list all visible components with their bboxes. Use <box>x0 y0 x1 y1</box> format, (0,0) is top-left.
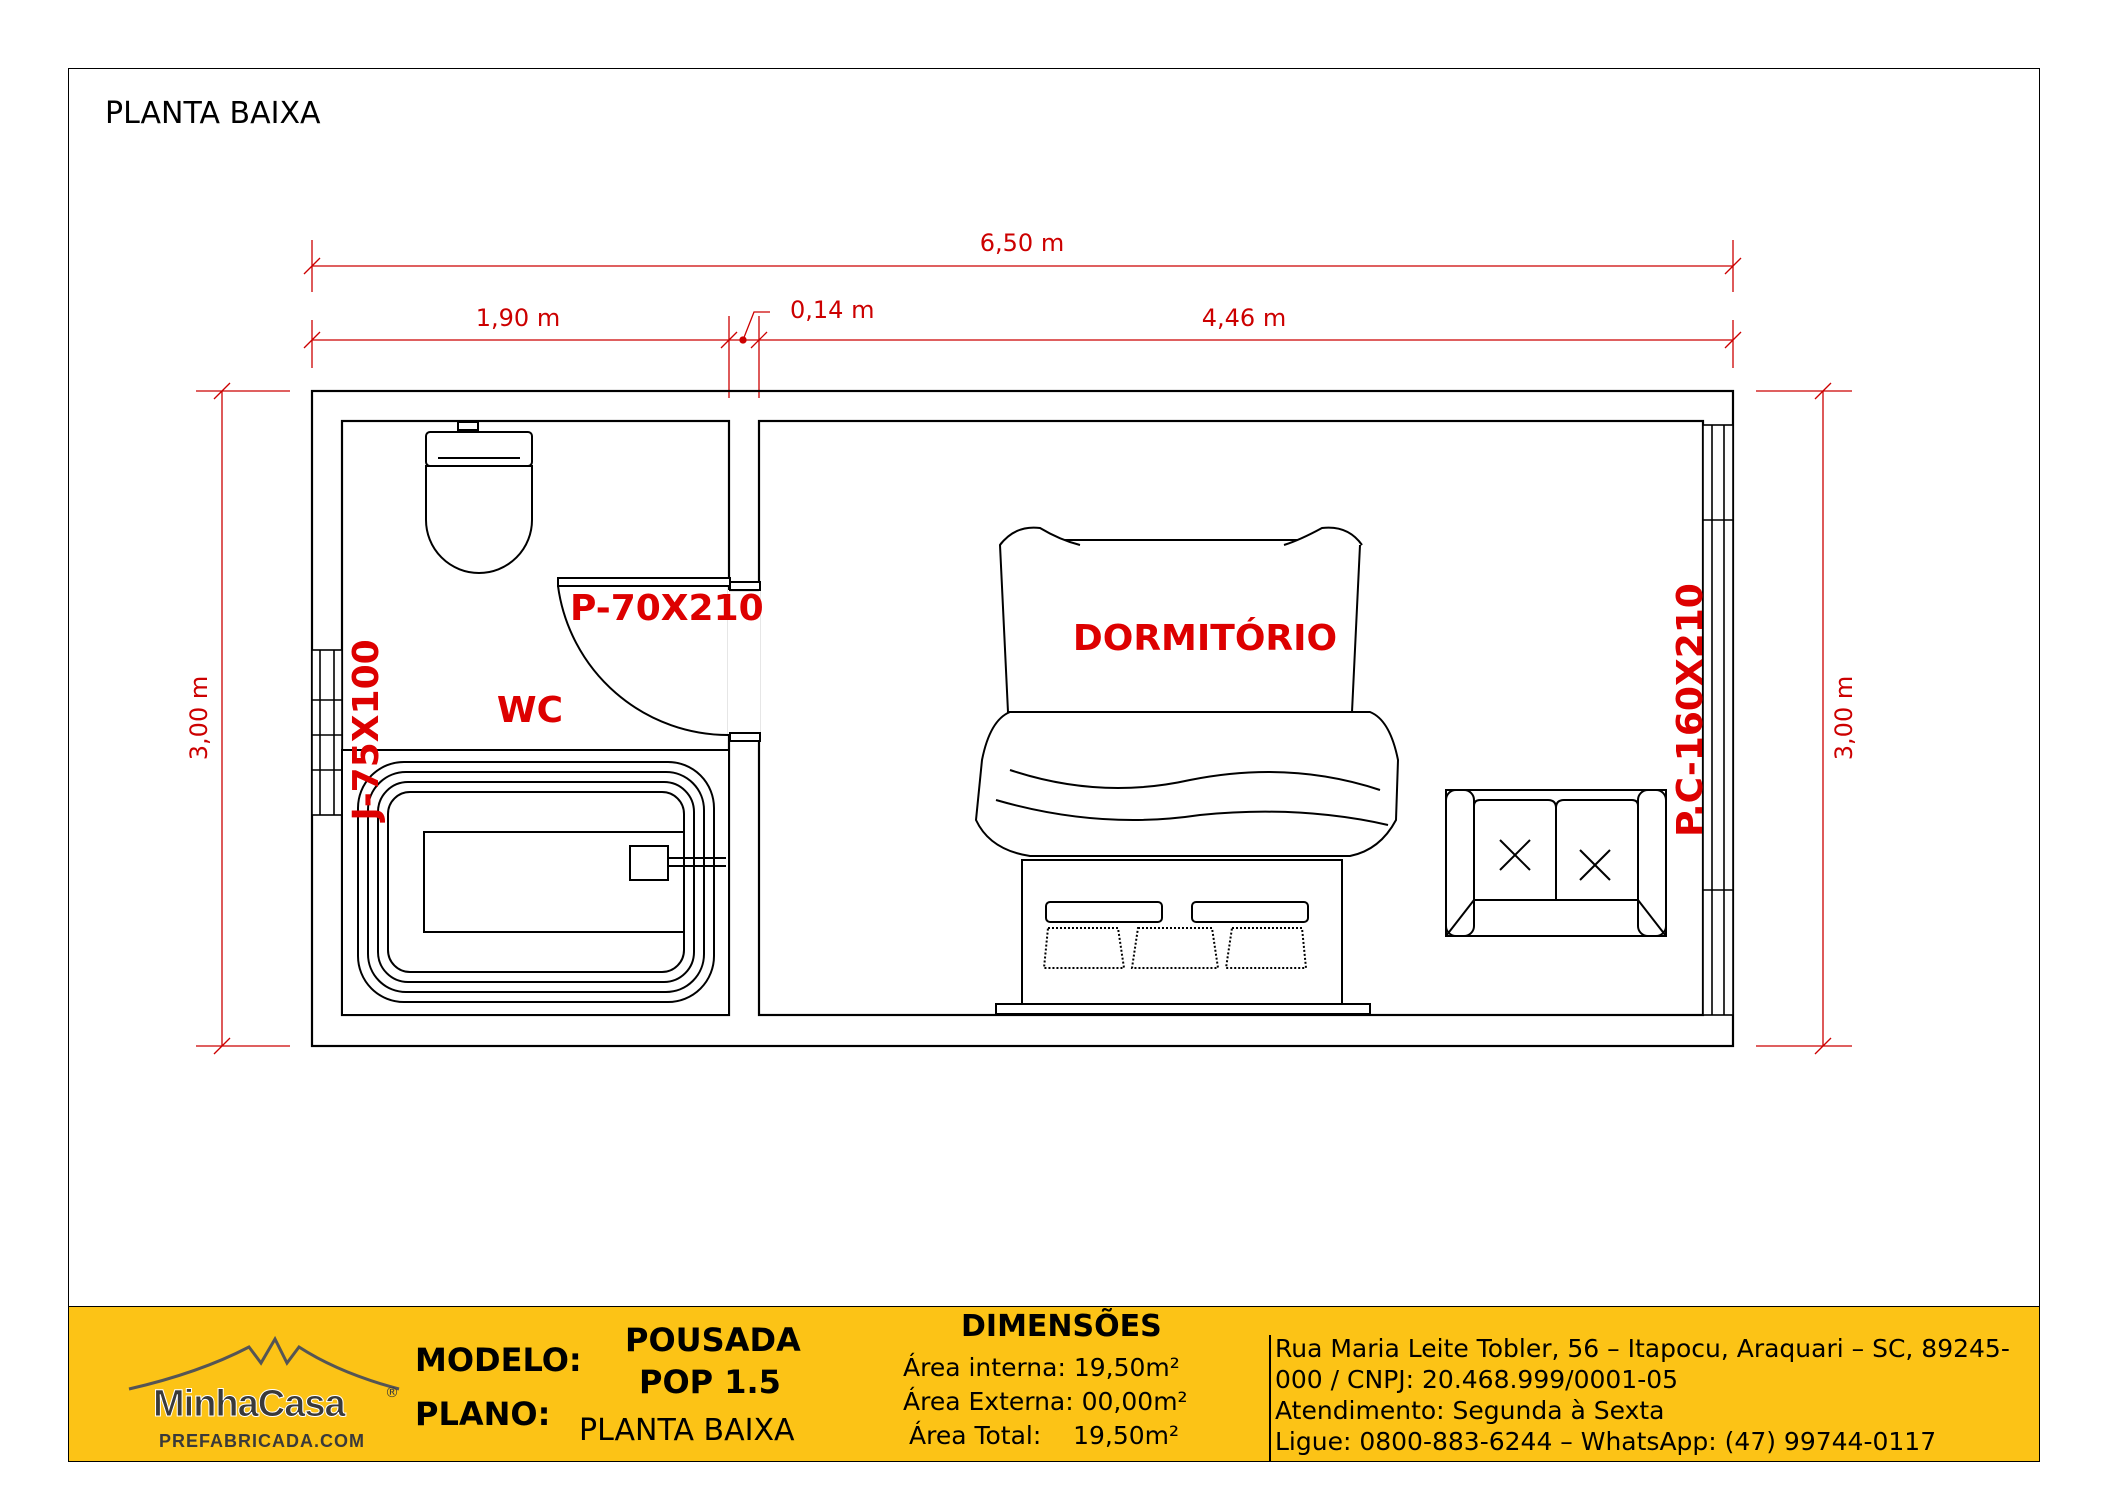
service-hours: Atendimento: Segunda à Sexta <box>1275 1396 1665 1425</box>
window-label: J-75X100 <box>346 639 387 821</box>
model-name-line1: POUSADA <box>625 1321 801 1359</box>
title-block <box>68 1306 2040 1462</box>
bathtub-icon <box>342 750 729 1015</box>
dim-right-height: 3,00 m <box>1830 675 1858 761</box>
model-name-line2: POP 1.5 <box>639 1363 781 1401</box>
dim-left-height: 3,00 m <box>185 675 213 761</box>
page-title: PLANTA BAIXA <box>105 96 321 131</box>
room-label-wc: WC <box>496 690 564 731</box>
logo-text: MinhaCasa <box>153 1383 345 1425</box>
bed-icon <box>976 528 1398 1014</box>
plano-value: PLANTA BAIXA <box>579 1413 795 1448</box>
address-line-1: Rua Maria Leite Tobler, 56 – Itapocu, Araquari – SC, 89245- <box>1275 1334 2010 1363</box>
glass-door-label: P.C-160X210 <box>1670 583 1711 837</box>
modelo-label: MODELO: <box>415 1341 582 1379</box>
registered-mark: ® <box>385 1385 399 1401</box>
address-line-2: 000 / CNPJ: 20.468.999/0001-05 <box>1275 1365 1679 1394</box>
dimensions-title: DIMENSÕES <box>961 1309 1162 1344</box>
sofa-icon <box>1446 790 1666 936</box>
area-interna: Área interna: 19,50m² <box>903 1353 1180 1382</box>
dim-total-width: 6,50 m <box>979 229 1065 257</box>
window-j75 <box>312 650 342 815</box>
logo <box>109 1333 409 1451</box>
dim-room-width: 4,46 m <box>1201 304 1287 332</box>
toilet-icon <box>426 422 532 573</box>
area-externa: Área Externa: 00,00m² <box>903 1387 1188 1416</box>
door-label: P-70X210 <box>570 588 764 629</box>
dim-wc-width: 1,90 m <box>475 304 561 332</box>
dim-wall-thickness: 0,14 m <box>790 296 875 324</box>
room-label-bedroom: DORMITÓRIO <box>1072 618 1338 659</box>
contact-info: Ligue: 0800-883-6244 – WhatsApp: (47) 99744-0117 <box>1275 1427 1937 1456</box>
title-block-divider <box>1269 1335 1271 1461</box>
plano-label: PLANO: <box>415 1395 551 1433</box>
area-total: Área Total: 19,50m² <box>909 1421 1180 1450</box>
logo-subtitle: PREFABRICADA.COM <box>159 1431 366 1451</box>
